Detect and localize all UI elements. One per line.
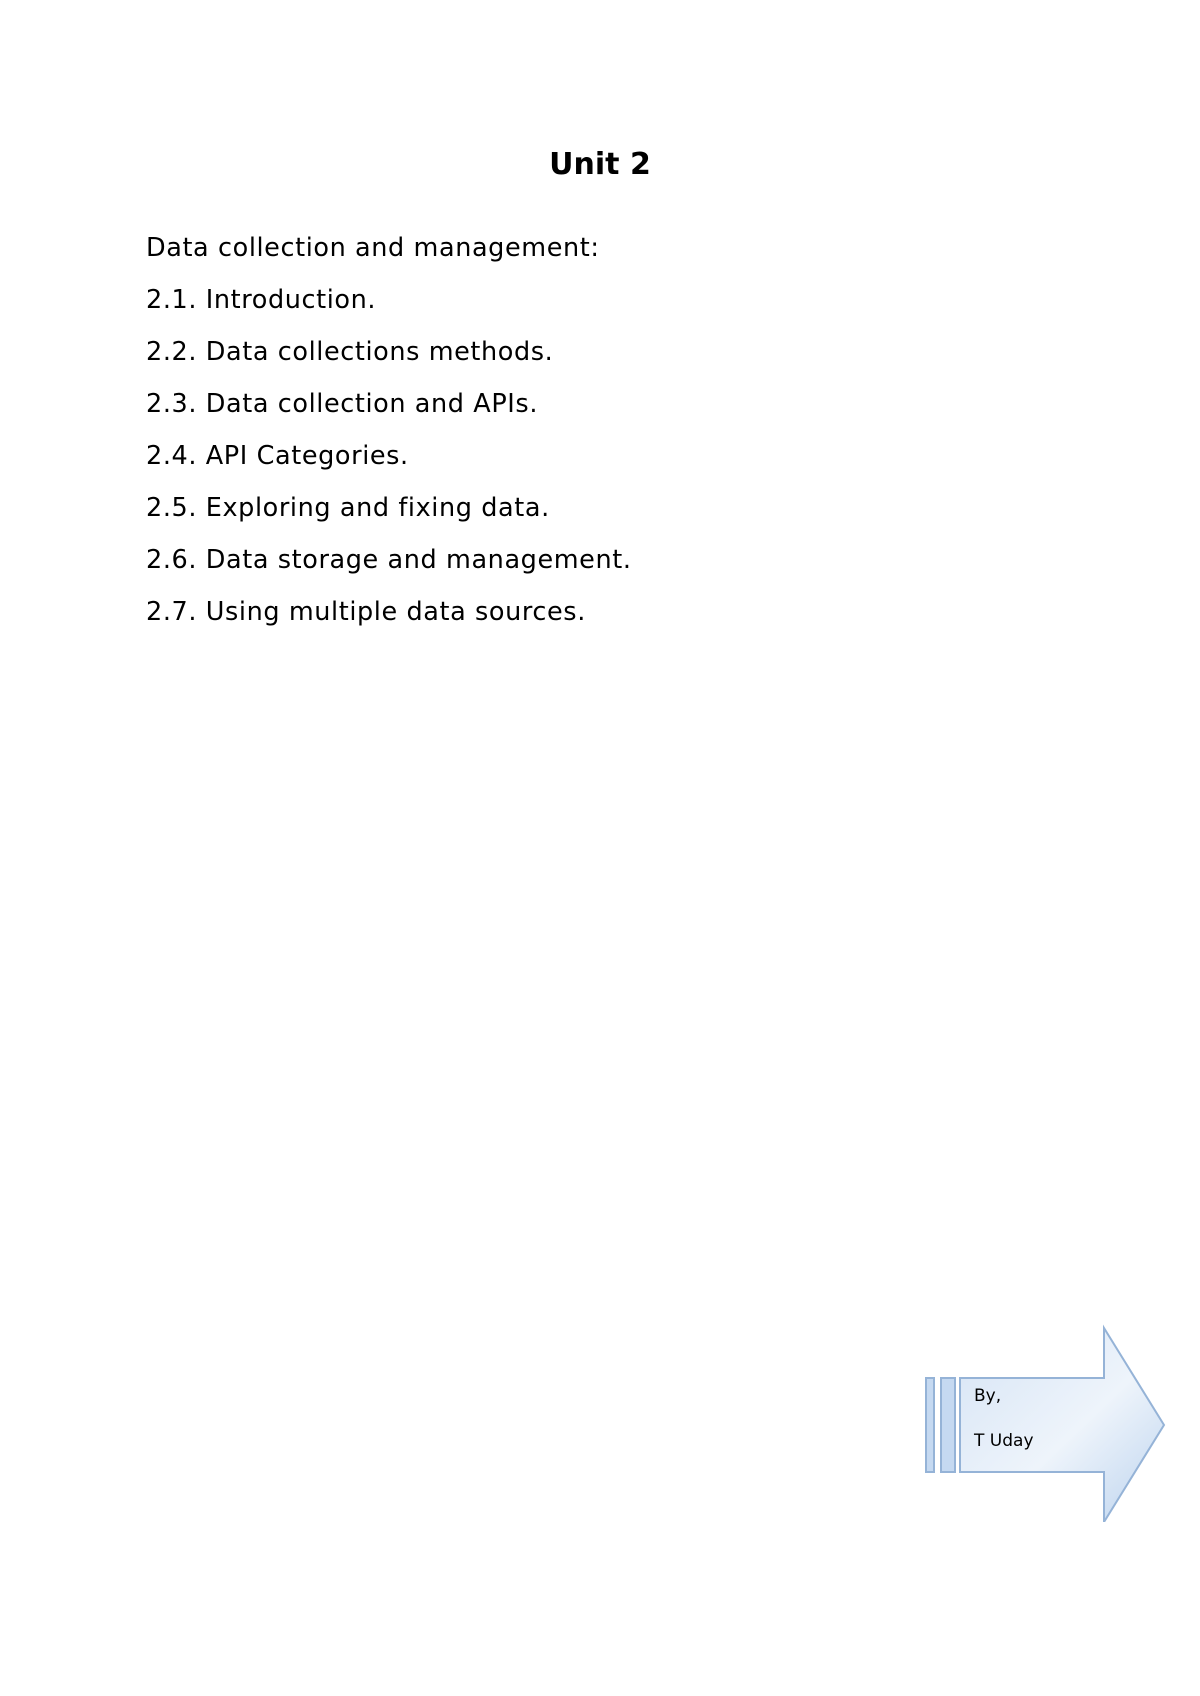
list-item: 2.1. Introduction. [146,285,377,315]
author-name: T Uday [974,1431,1034,1451]
section-heading: Data collection and management: [146,233,600,263]
author-by-label: By, [974,1386,1002,1406]
author-arrow-shape [920,1322,1170,1522]
list-item: 2.5. Exploring and fixing data. [146,493,550,523]
list-item: 2.4. API Categories. [146,441,409,471]
arrow-stripe [941,1378,955,1472]
arrow-stripe [926,1378,934,1472]
arrow-body [960,1328,1164,1522]
list-item: 2.3. Data collection and APIs. [146,389,539,419]
list-item: 2.7. Using multiple data sources. [146,597,586,627]
page-title: Unit 2 [549,147,651,182]
list-item: 2.6. Data storage and management. [146,545,632,575]
list-item: 2.2. Data collections methods. [146,337,554,367]
topic-list [146,233,1046,649]
